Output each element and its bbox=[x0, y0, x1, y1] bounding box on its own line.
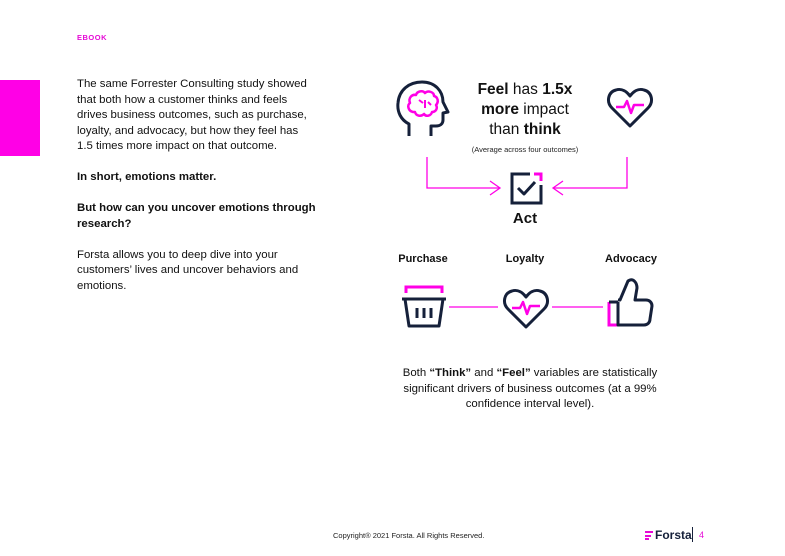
page-number: 4 bbox=[699, 530, 705, 540]
headline-feel: Feel bbox=[477, 81, 509, 98]
headline-has: has bbox=[508, 81, 543, 98]
caption-feel: “Feel” bbox=[496, 367, 531, 379]
act-label: Act bbox=[512, 210, 538, 227]
logo-text: Forsta bbox=[655, 528, 692, 542]
thumbs-up-icon bbox=[604, 276, 656, 328]
footer-divider bbox=[692, 527, 693, 542]
caption-rest: variables are statistically significant drivers of business outcomes (at a 99% confidence interval level). bbox=[403, 367, 658, 410]
copyright: Copyright® 2021 Forsta. All Rights Reserved. bbox=[333, 531, 485, 540]
forsta-logo bbox=[645, 528, 692, 542]
headline-multiplier: 1.5x bbox=[542, 81, 573, 98]
headline-think: think bbox=[523, 121, 561, 138]
paragraph-study: The same Forrester Consulting study showed that both how a customer thinks and feels drives business outcomes, such as purchase, loyalty, and advocacy, but how they feel has 1.5 times more impact on that outcome. bbox=[77, 78, 307, 152]
headline-more: more bbox=[481, 101, 519, 118]
paragraph-forsta: Forsta allows you to deep dive into your customers’ lives and uncover behaviors and emotions. bbox=[77, 248, 299, 292]
basket-icon bbox=[400, 283, 448, 329]
caption-both: Both bbox=[402, 367, 430, 379]
category-advocacy: Advocacy bbox=[605, 253, 657, 265]
paragraph-question: But how can you uncover emotions through research? bbox=[77, 202, 316, 230]
checkbox-icon bbox=[508, 171, 544, 207]
caption-think: “Think” bbox=[429, 367, 472, 379]
category-loyalty: Loyalty bbox=[505, 253, 545, 265]
average-note: (Average across four outcomes) bbox=[471, 145, 579, 154]
heart-pulse-icon bbox=[502, 287, 550, 331]
forsta-logo-mark-icon bbox=[645, 530, 653, 540]
caption-and: and bbox=[471, 367, 497, 379]
headline-impact: impact bbox=[518, 101, 569, 118]
diagram-caption bbox=[385, 366, 675, 413]
category-purchase: Purchase bbox=[398, 253, 448, 265]
section-tag: EBOOK bbox=[77, 33, 108, 42]
paragraph-emotions-matter: In short, emotions matter. bbox=[77, 171, 217, 183]
headline-than: than bbox=[489, 121, 524, 138]
